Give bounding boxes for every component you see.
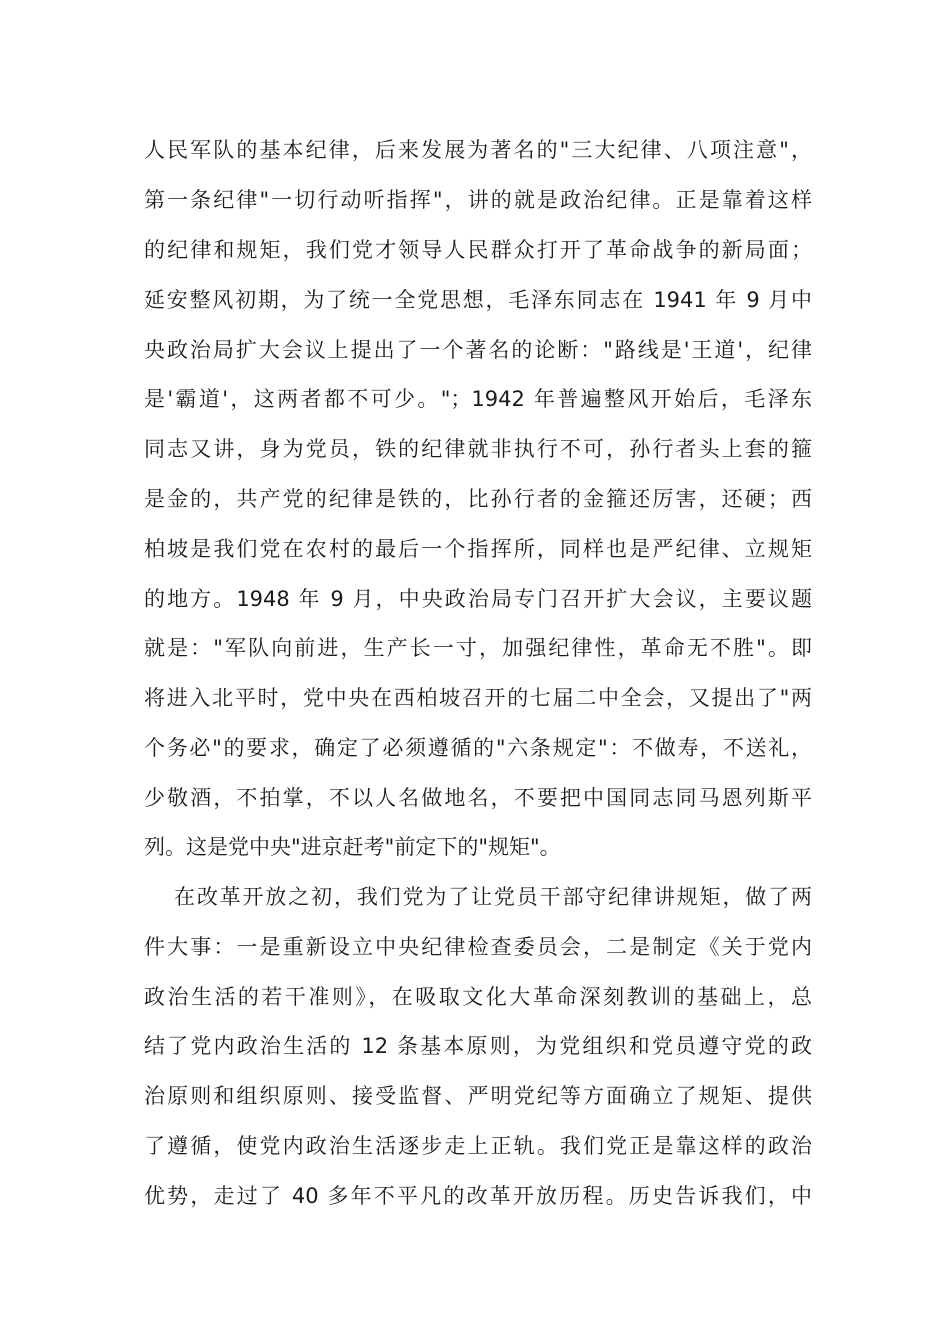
text-line: 少敬酒，不拍掌，不以人名做地名，不要把中国同志同马恩列斯平 (144, 786, 812, 810)
text-line: 了遵循，使党内政治生活逐步走上正轨。我们党正是靠这样的政治 (144, 1134, 812, 1158)
text-line: 的纪律和规矩，我们党才领导人民群众打开了革命战争的新局面； (144, 238, 812, 262)
text-line: 延安整风初期，为了统一全党思想，毛泽东同志在 1941 年 9 月中 (144, 288, 812, 312)
text-line: 柏坡是我们党在农村的最后一个指挥所，同样也是严纪律、立规矩 (144, 537, 812, 561)
text-line: 列。这是党中央"进京赶考"前定下的"规矩"。 (144, 835, 561, 859)
text-line: 将进入北平时，党中央在西柏坡召开的七届二中全会，又提出了"两 (144, 686, 812, 710)
text-line: 优势，走过了 40 多年不平凡的改革开放历程。历史告诉我们，中 (144, 1184, 812, 1208)
text-line: 同志又讲，身为党员，铁的纪律就非执行不可，孙行者头上套的箍 (144, 437, 812, 461)
text-line: 人民军队的基本纪律，后来发展为著名的"三大纪律、八项注意"， (144, 138, 812, 162)
text-line: 的地方。1948 年 9 月，中央政治局专门召开扩大会议，主要议题 (144, 587, 812, 611)
text-line: 央政治局扩大会议上提出了一个著名的论断："路线是'王道'，纪律 (144, 338, 812, 362)
text-line: 是金的，共产党的纪律是铁的，比孙行者的金箍还厉害，还硬；西 (144, 487, 812, 511)
text-line: 个务必"的要求，确定了必须遵循的"六条规定"：不做寿，不送礼， (144, 736, 812, 760)
paragraph-first-line: 在改革开放之初，我们党为了让党员干部守纪律讲规矩，做了两 (174, 885, 812, 909)
text-line: 结了党内政治生活的 12 条基本原则，为党组织和党员遵守党的政 (144, 1034, 812, 1058)
text-line: 就是："军队向前进，生产长一寸，加强纪律性，革命无不胜"。即 (144, 636, 812, 660)
text-line: 是'霸道'，这两者都不可少。"；1942 年普遍整风开始后，毛泽东 (144, 387, 812, 411)
text-line: 件大事：一是重新设立中央纪律检查委员会，二是制定《关于党内 (144, 935, 812, 959)
text-line: 第一条纪律"一切行动听指挥"，讲的就是政治纪律。正是靠着这样 (144, 188, 812, 212)
text-line: 政治生活的若干准则》，在吸取文化大革命深刻教训的基础上，总 (144, 985, 812, 1009)
text-line: 治原则和组织原则、接受监督、严明党纪等方面确立了规矩、提供 (144, 1084, 812, 1108)
